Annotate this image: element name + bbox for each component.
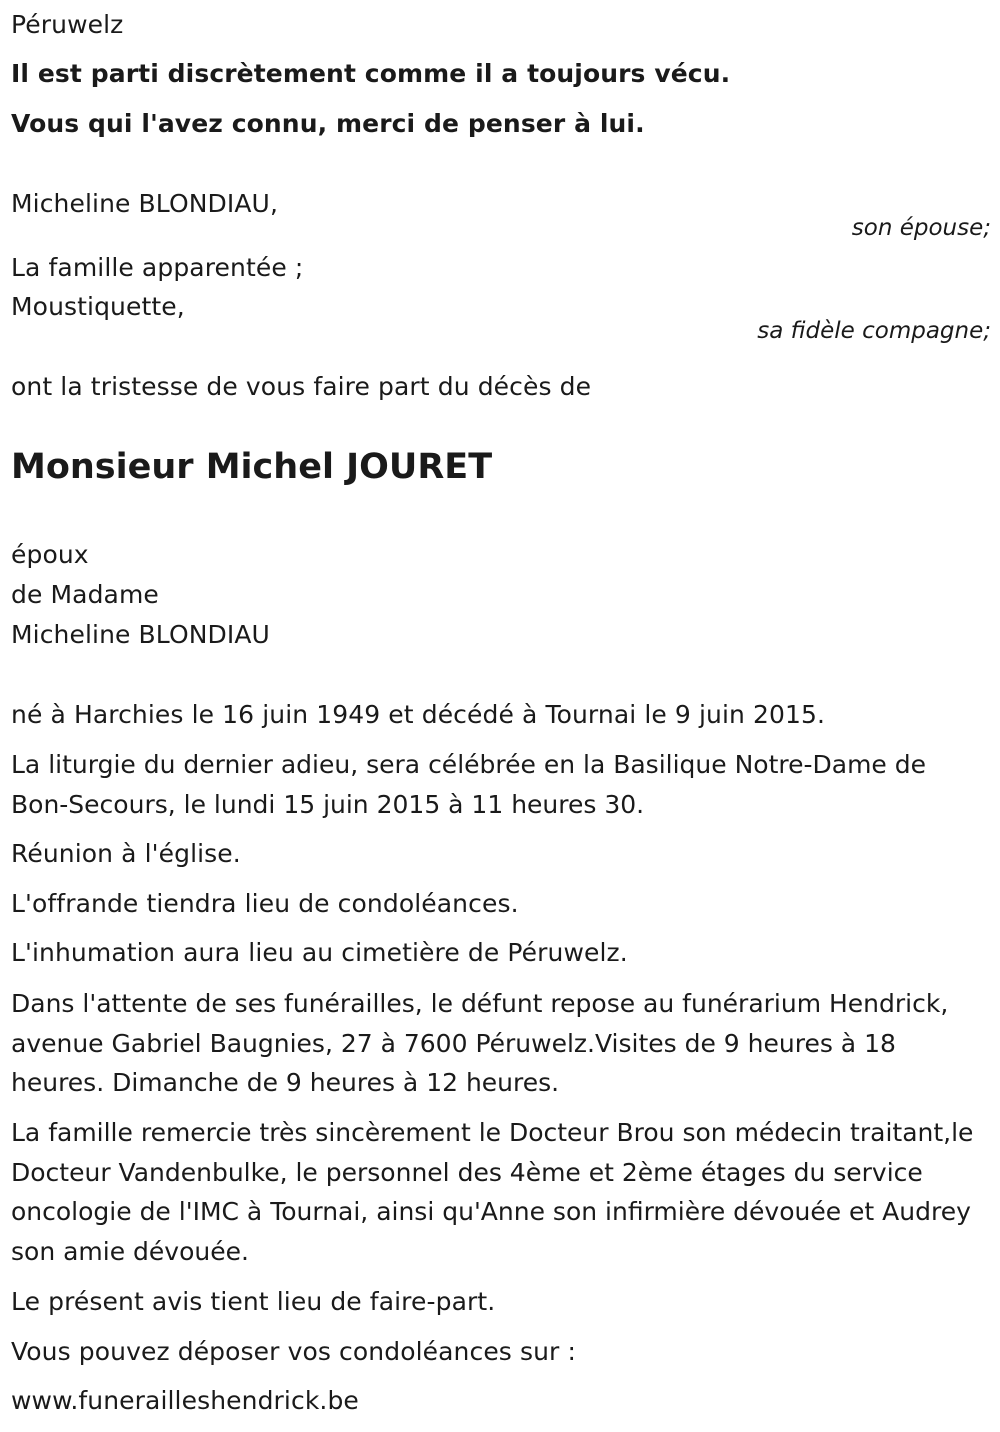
burial: L'inhumation aura lieu au cimetière de Péruwelz. bbox=[11, 938, 628, 967]
thanks: La famille remercie très sincèrement le Docteur Brou son médecin traitant,le Docteur Vandenbulke, le personnel des 4ème et 2ème étages du service oncologie de l'IMC à Tournai, ainsi qu'Anne son infirmière dévouée et Audrey son amie dévouée. bbox=[11, 1118, 974, 1266]
spouse-name: Micheline BLONDIAU, bbox=[11, 189, 278, 218]
quote-line-2: Vous qui l'avez connu, merci de penser à lui. bbox=[11, 109, 645, 138]
liturgy: La liturgie du dernier adieu, sera célébrée en la Basilique Notre-Dame de Bon-Secours, le lundi 15 juin 2015 à 11 heures 30. bbox=[11, 750, 927, 819]
pet-role: sa fidèle compagne; bbox=[757, 318, 991, 344]
relation-line-3: Micheline BLONDIAU bbox=[11, 620, 270, 649]
condolences-intro: Vous pouvez déposer vos condoléances sur : bbox=[11, 1337, 576, 1366]
announcement: ont la tristesse de vous faire part du décès de bbox=[11, 372, 592, 401]
deceased-name: Monsieur Michel JOURET bbox=[11, 447, 493, 487]
spouse-role: son épouse; bbox=[851, 215, 991, 241]
meeting: Réunion à l'église. bbox=[11, 839, 241, 868]
website-link[interactable]: www.funerailleshendrick.be bbox=[11, 1386, 359, 1415]
offering: L'offrande tiendra lieu de condoléances. bbox=[11, 889, 519, 918]
pet-name: Moustiquette, bbox=[11, 292, 185, 321]
location: Péruwelz bbox=[11, 10, 124, 39]
notice: Le présent avis tient lieu de faire-part. bbox=[11, 1287, 496, 1316]
relation-line-2: de Madame bbox=[11, 580, 159, 609]
birth-death: né à Harchies le 16 juin 1949 et décédé à Tournai le 9 juin 2015. bbox=[11, 700, 826, 729]
relatives: La famille apparentée ; bbox=[11, 253, 304, 282]
funerarium: Dans l'attente de ses funérailles, le défunt repose au funérarium Hendrick, avenue Gabriel Baugnies, 27 à 7600 Péruwelz.Visites de 9 heures à 18 heures. Dimanche de 9 heures à 12 heures. bbox=[11, 989, 949, 1097]
relation-line-1: époux bbox=[11, 540, 89, 569]
quote-line-1: Il est parti discrètement comme il a toujours vécu. bbox=[11, 59, 731, 88]
